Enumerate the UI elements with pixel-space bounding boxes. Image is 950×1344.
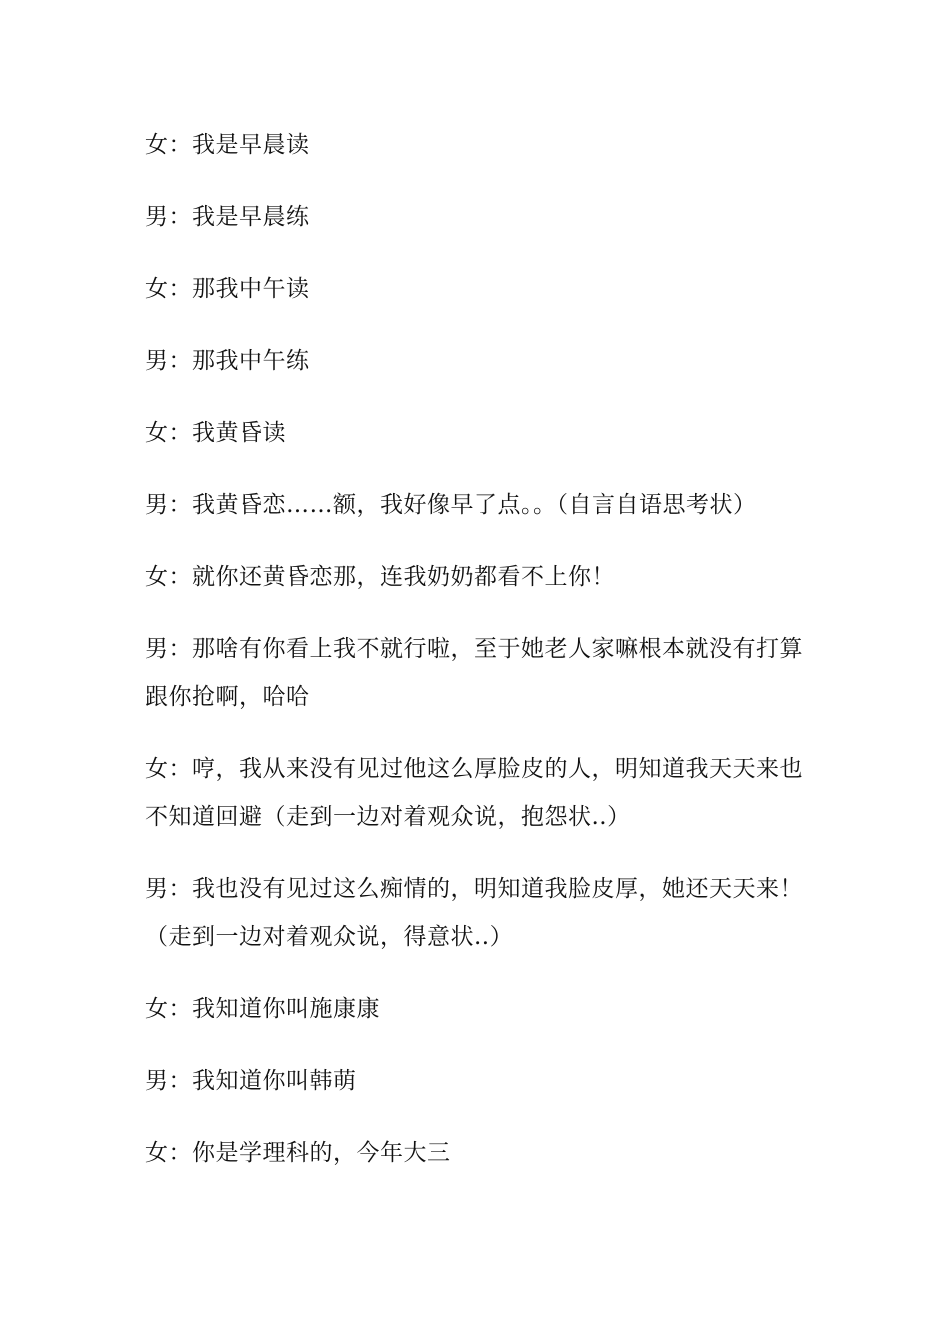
dialogue-line bbox=[145, 1057, 815, 1105]
dialogue-text: 女：我黄昏读 bbox=[145, 420, 286, 446]
dialogue-text: 女：就你还黄昏恋那，连我奶奶都看不上你！ bbox=[145, 564, 615, 590]
dialogue-text: 女：我是早晨读 bbox=[145, 132, 310, 158]
dialogue-line bbox=[145, 1129, 815, 1177]
dialogue-text: （走到一边对着观众说，得意状..） bbox=[145, 924, 514, 950]
dialogue-line bbox=[145, 193, 815, 241]
dialogue-line bbox=[145, 409, 815, 457]
dialogue-text: 女：我知道你叫施康康 bbox=[145, 996, 380, 1022]
dialogue-text: 不知道回避（走到一边对着观众说，抱怨状..） bbox=[145, 804, 631, 830]
dialogue-text: 男：我也没有见过这么痴情的，明知道我脸皮厚，她还天天来！ bbox=[145, 876, 803, 902]
dialogue-text: 男：我黄昏恋……额，我好像早了点。。（自言自语思考状） bbox=[145, 492, 757, 518]
dialogue-text: 男：我是早晨练 bbox=[145, 204, 310, 230]
dialogue-line bbox=[145, 553, 815, 601]
dialogue-text: 跟你抢啊，哈哈 bbox=[145, 684, 310, 710]
dialogue-line bbox=[145, 121, 815, 169]
dialogue-line bbox=[145, 481, 815, 529]
dialogue-text: 女：你是学理科的，今年大三 bbox=[145, 1140, 451, 1166]
dialogue-line bbox=[145, 985, 815, 1033]
dialogue-line bbox=[145, 625, 815, 721]
dialogue-text: 男：我知道你叫韩萌 bbox=[145, 1068, 357, 1094]
dialogue-line bbox=[145, 265, 815, 313]
dialogue-line bbox=[145, 745, 815, 841]
dialogue-text: 女：哼，我从来没有见过他这么厚脸皮的人，明知道我天天来也 bbox=[145, 756, 803, 782]
dialogue-line bbox=[145, 865, 815, 961]
dialogue-body bbox=[145, 121, 815, 1201]
dialogue-text: 男：那我中午练 bbox=[145, 348, 310, 374]
dialogue-text: 男：那啥有你看上我不就行啦，至于她老人家嘛根本就没有打算 bbox=[145, 636, 803, 662]
dialogue-text: 女：那我中午读 bbox=[145, 276, 310, 302]
dialogue-line bbox=[145, 337, 815, 385]
